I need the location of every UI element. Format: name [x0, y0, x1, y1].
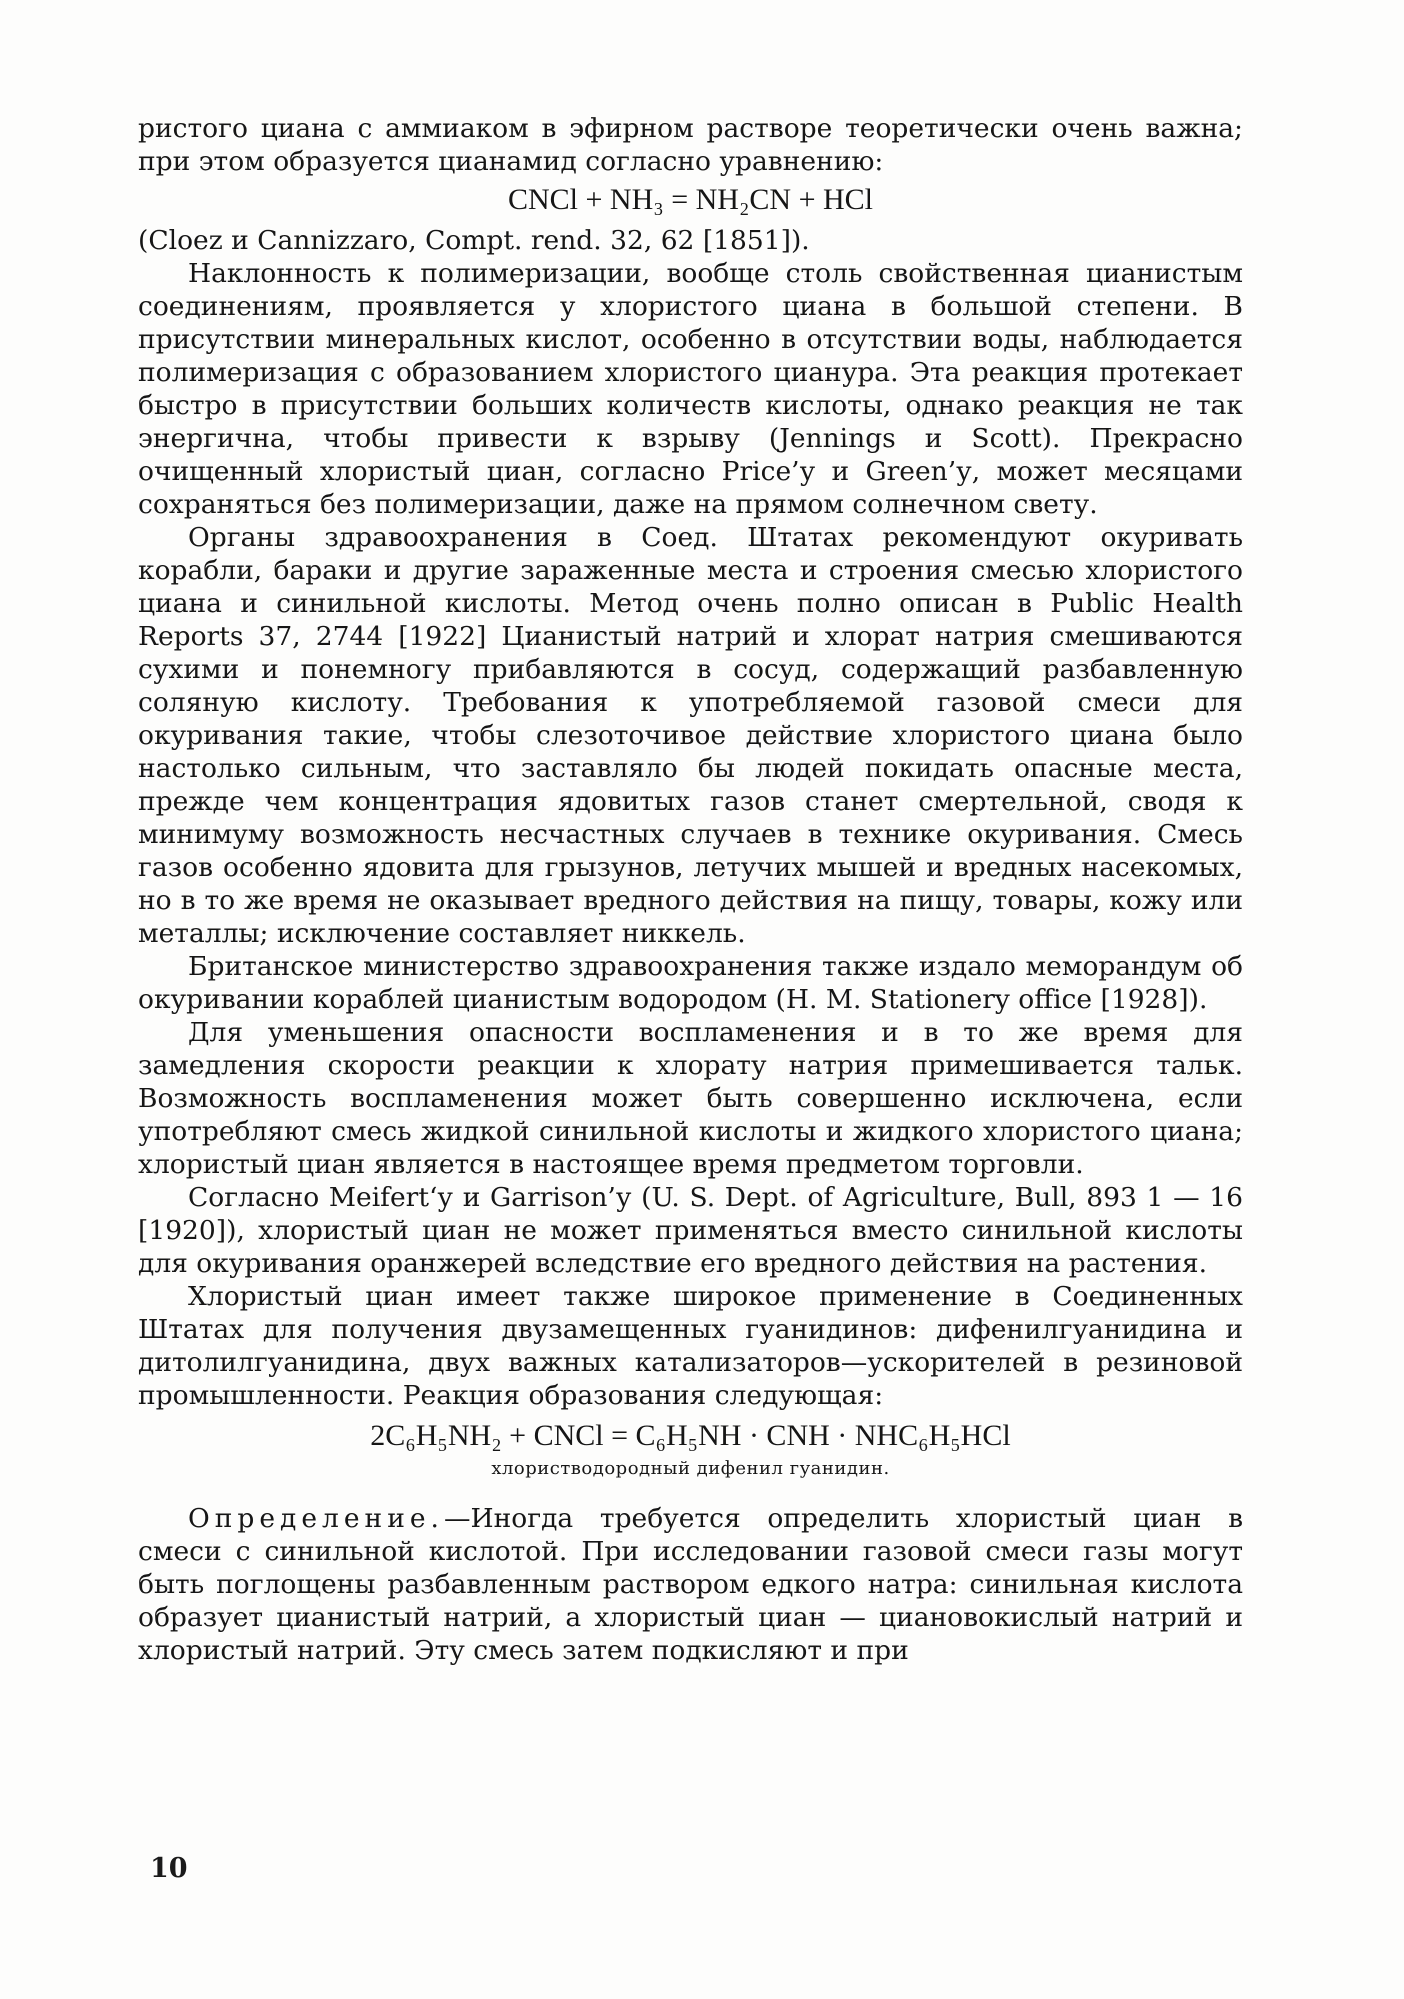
paragraph-polymerization: Наклонность к полимеризации, вообще столь свойственная цианистым соединениям, проявляется у хлористого циана в большой степени. В присутствии минеральных кислот, особенно в отсутствии воды, наблюдается полимеризация с образованием хлористого цианура. Эта реакция протекает быстро в присутствии больших количеств кислоты, однако реакция не так энергична, чтобы привести к взрыву (Jennings и Scott). Прекрасно очищенный хлористый циан, согласно Price’у и Green’у, может месяцами сохраняться без полимеризации, даже на прямом солнечном свету.: [138, 258, 1243, 520]
paragraph-british-ministry: Британское министерство здравоохранения также издало меморандум об окуривании кораблей цианистым водородом (H. M. Stationery office [1928]).: [138, 951, 1243, 1015]
paragraph-guanidines: Хлористый циан имеет также широкое применение в Соединенных Штатах для получения двузамещенных гуанидинов: дифенилгуанидина и дитолилгуанидина, двух важных катализаторов—ускорителей в резиновой промышленности. Реакция образования следующая:: [138, 1281, 1243, 1411]
equation-caption: хлористводородный дифенил гуанидин.: [491, 1458, 890, 1479]
paragraph-fumigation: Органы здравоохранения в Соед. Штатах рекомендуют окуривать корабли, бараки и другие зараженные места и строения смесью хлористого циана и синильной кислоты. Метод очень полно описан в Public Health Reports 37, 2744 [1922] Цианистый натрий и хлорат натрия смешиваются сухими и понемногу прибавляются в сосуд, содержащий разбавленную соляную кислоту. Требования к употребляемой газовой смеси для окуривания такие, чтобы слезоточивое действие хлористого циана было настолько сильным, что заставляло бы людей покидать опасные места, прежде чем концентрация ядовитых газов станет смертельной, сводя к минимуму возможность несчастных случаев в технике окуривания. Смесь газов особенно ядовита для грызунов, летучих мышей и вредных насекомых, но в то же время не оказывает вредного действия на пищу, товары, кожу или металлы; исключение составляет никкель.: [138, 522, 1243, 949]
page-number: 10: [150, 1853, 188, 1884]
section-lead-determination: Определение.: [188, 1503, 444, 1534]
equation-cyanamide: CNCl + NH₃ = NH₂CN + HCl: [507, 183, 874, 216]
paragraph-intro: ристого циана с аммиаком в эфирном растворе теоретически очень важна; при этом образуется цианамид согласно уравнению:: [138, 113, 1243, 177]
citation-cloez: (Cloez и Cannizzaro, Compt. rend. 32, 62 [1851]).: [138, 225, 810, 256]
determination-text: —Иногда требуется определить хлористый циан в смеси с синильной кислотой. При исследовании газовой смеси газы могут быть поглощены разбавленным раствором едкого натра: синильная кислота образует цианистый натрий, а хлористый циан — циановокислый натрий и хлористый натрий. Эту смесь затем подкисляют и при: [138, 1503, 1243, 1666]
paragraph-determination: [138, 1502, 1243, 1667]
paragraph-meifert-garrison: Согласно Meifert‘у и Garrison’у (U. S. Dept. of Agriculture, Bull, 893 1 — 16 [1920]), хлористый циан не может применяться вместо синильной кислоты для окуривания оранжерей вследствие его вредного действия на растения.: [138, 1182, 1243, 1279]
paragraph-flammability: Для уменьшения опасности воспламенения и в то же время для замедления скорости реакции к хлорату натрия примешивается тальк. Возможность воспламенения может быть совершенно исключена, если употребляют смесь жидкой синильной кислоты и жидкого хлористого циана; хлористый циан является в настоящее время предметом торговли.: [138, 1017, 1243, 1180]
equation-guanidine: 2C₆H₅NH₂ + CNCl = C₆H₅NH · CNH · NHC₆H₅HCl: [370, 1419, 1011, 1452]
page-body: [138, 112, 1243, 1667]
